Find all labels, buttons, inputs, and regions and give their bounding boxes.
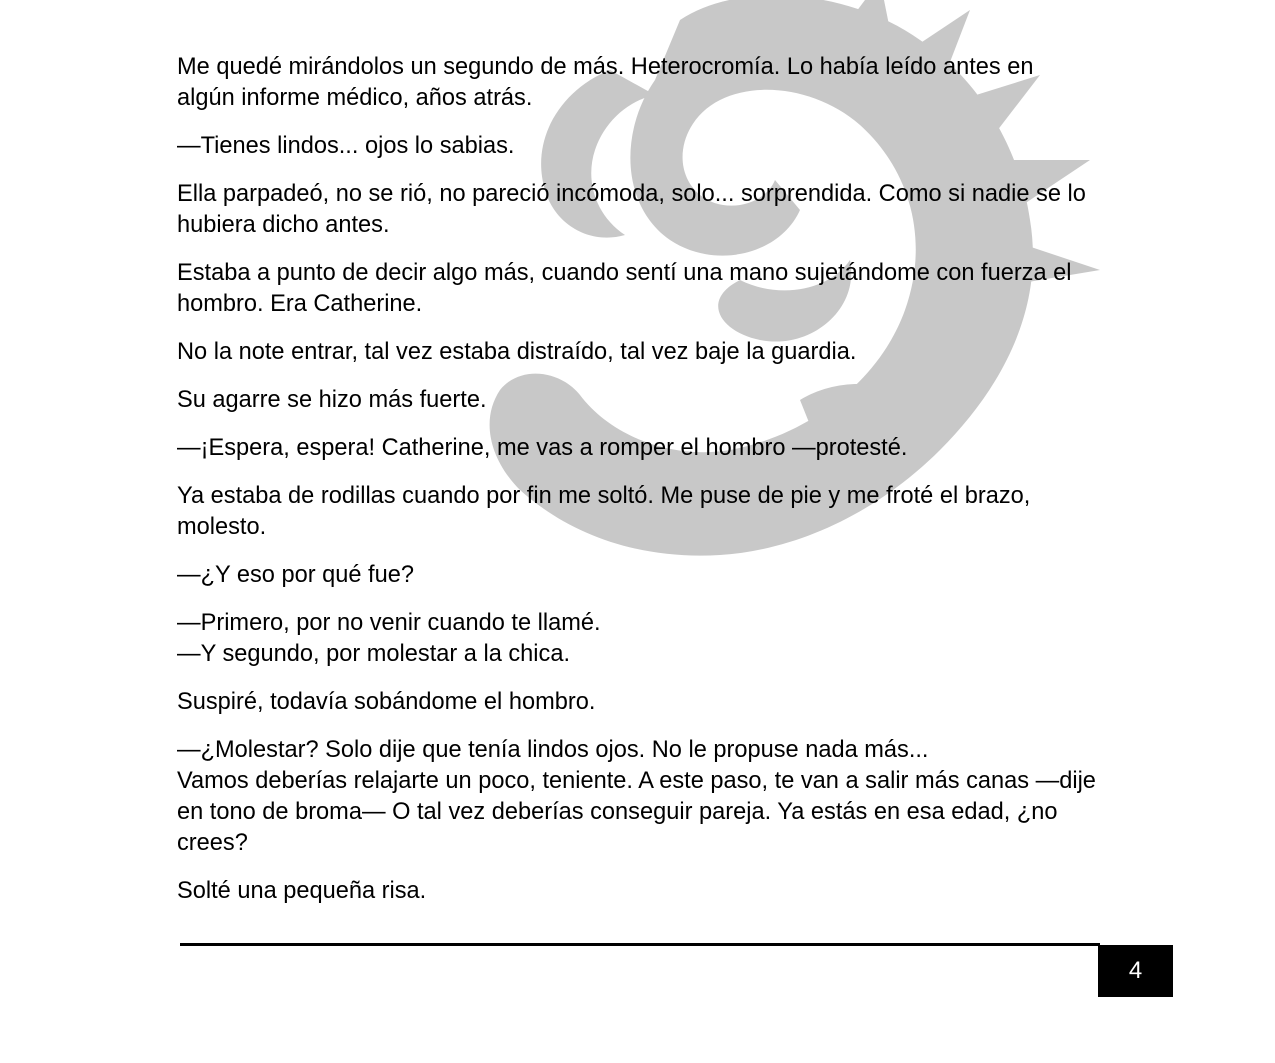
paragraph: Su agarre se hizo más fuerte. (177, 387, 487, 413)
paragraph: Estaba a punto de decir algo más, cuando sentí una mano sujetándome con fuerza el hombro. Era Catherine. (177, 260, 1072, 317)
paragraph: Suspiré, todavía sobándome el hombro. (177, 689, 596, 715)
paragraph: —Primero, por no venir cuando te llamé. —Y segundo, por molestar a la chica. (177, 610, 601, 667)
paragraph: Me quedé mirándolos un segundo de más. Heterocromía. Lo había leído antes en algún informe médico, años atrás. (177, 54, 1034, 111)
page-number: 4 (1128, 957, 1143, 984)
footer-divider (180, 943, 1100, 946)
paragraph: —Tienes lindos... ojos lo sabias. (177, 133, 515, 159)
paragraph: —¡Espera, espera! Catherine, me vas a romper el hombro —protesté. (177, 435, 908, 461)
page-number-box (1098, 945, 1173, 997)
paragraph: —¿Y eso por qué fue? (177, 562, 414, 588)
paragraph: Solté una pequeña risa. (177, 878, 427, 904)
paragraph: —¿Molestar? Solo dije que tenía lindos ojos. No le propuse nada más... Vamos deberías relajarte un poco, teniente. A este paso, te van a salir más canas —dije en tono de broma— O tal vez deberías conseguir pareja. Ya estás en esa edad, ¿no crees? (177, 737, 1096, 856)
body-text (177, 52, 1097, 924)
paragraph: Ella parpadeó, no se rió, no pareció incómoda, solo... sorprendida. Como si nadie se lo hubiera dicho antes. (177, 181, 1086, 238)
paragraph: Ya estaba de rodillas cuando por fin me soltó. Me puse de pie y me froté el brazo, molesto. (177, 483, 1031, 540)
paragraph: No la note entrar, tal vez estaba distraído, tal vez baje la guardia. (177, 339, 857, 365)
